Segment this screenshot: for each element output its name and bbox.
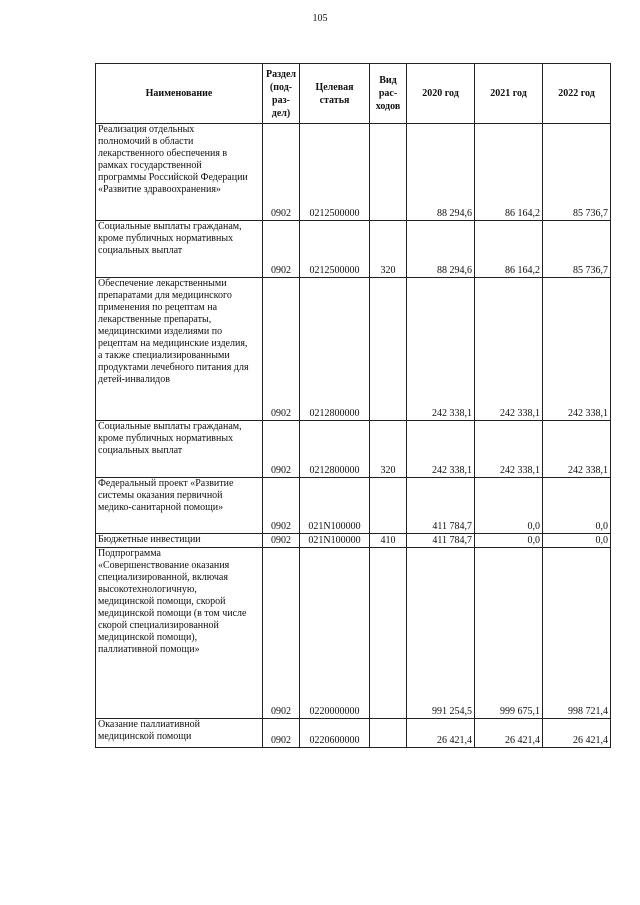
row-name [96,421,263,478]
row-name-line: специализированной, включая [98,572,228,583]
row-expense [370,548,407,719]
row-2020: 88 294,6 [407,221,475,278]
table-row [96,421,611,478]
header-section-line: дел) [271,107,291,119]
row-name-line: кроме публичных нормативных [98,233,234,244]
table-row [96,278,611,421]
header-section-line: Раздел [265,68,297,80]
row-name-line: социальных выплат [98,445,183,456]
row-target: 0220000000 [300,548,370,719]
row-2021: 242 338,1 [475,421,543,478]
table-row [96,221,611,278]
row-2022: 85 736,7 [543,124,611,221]
row-2021: 86 164,2 [475,124,543,221]
row-name [96,548,263,719]
row-name-line: кроме публичных нормативных [98,433,234,444]
row-name-line: полномочий в области [98,136,194,147]
row-name-line: Бюджетные инвестиции [98,534,201,545]
row-2022: 242 338,1 [543,278,611,421]
row-name-line: социальных выплат [98,245,183,256]
row-target: 021N100000 [300,534,370,548]
row-name-line: медицинской помощи (в том числе [98,608,247,619]
row-2021: 86 164,2 [475,221,543,278]
row-name-line: рамках государственной [98,160,202,171]
row-name-line: скорой специализированной [98,620,219,631]
row-name [96,534,263,548]
table-header-row [96,64,611,124]
row-name-line: Социальные выплаты гражданам, [98,421,242,432]
row-name-line: Подпрограмма [98,548,161,559]
table-row [96,719,611,748]
row-name-line: программы Российской Федерации [98,172,248,183]
row-2022: 26 421,4 [543,719,611,748]
row-2022: 242 338,1 [543,421,611,478]
row-name-line: рецептам на медицинские изделия, [98,338,248,349]
header-section-line: (под- [269,81,293,93]
row-name-line: медицинской помощи), [98,632,198,643]
row-section: 0902 [263,221,300,278]
row-expense: 410 [370,534,407,548]
row-section: 0902 [263,421,300,478]
row-2020: 991 254,5 [407,548,475,719]
table-row [96,478,611,534]
row-target: 0212500000 [300,221,370,278]
budget-table [95,63,611,748]
header-expense-line: Вид [379,75,397,86]
row-name-line: медицинской помощи [98,731,192,742]
table-row [96,534,611,548]
header-expense [370,64,407,124]
row-name-line: высокотехнологичную, [98,584,197,595]
row-2020: 26 421,4 [407,719,475,748]
row-name [96,278,263,421]
row-name-line: «Развитие здравоохранения» [98,184,221,195]
row-name-line: Обеспечение лекарственными [98,278,227,289]
row-expense [370,719,407,748]
row-2022: 0,0 [543,478,611,534]
row-2020: 88 294,6 [407,124,475,221]
header-expense-line: ходов [375,101,401,112]
row-name-line: Реализация отдельных [98,124,195,135]
row-name-line: продуктами лечебного питания для [98,362,249,373]
header-section [263,64,300,124]
row-name-line: Оказание паллиативной [98,719,200,730]
row-section: 0902 [263,719,300,748]
row-2021: 26 421,4 [475,719,543,748]
row-name-line: применения по рецептам на [98,302,218,313]
row-2022: 998 721,4 [543,548,611,719]
row-expense: 320 [370,421,407,478]
row-name-line: системы оказания первичной [98,490,223,501]
header-target-line: статья [319,94,350,106]
row-2021: 0,0 [475,534,543,548]
row-name-line: детей-инвалидов [98,374,170,385]
row-name [96,478,263,534]
row-name-line: медицинской помощи, скорой [98,596,226,607]
row-section: 0902 [263,278,300,421]
row-2020: 411 784,7 [407,478,475,534]
row-name-line: медико-санитарной помощи» [98,502,224,513]
row-section: 0902 [263,478,300,534]
row-expense [370,278,407,421]
header-2022: 2022 год [543,64,611,124]
row-2020: 242 338,1 [407,421,475,478]
row-2022: 0,0 [543,534,611,548]
row-2022: 85 736,7 [543,221,611,278]
row-name [96,124,263,221]
header-2020: 2020 год [407,64,475,124]
row-2021: 999 675,1 [475,548,543,719]
row-section: 0902 [263,548,300,719]
row-name-line: Федеральный проект «Развитие [98,478,234,489]
table-row [96,124,611,221]
row-expense: 320 [370,221,407,278]
row-expense [370,478,407,534]
row-target: 0220600000 [300,719,370,748]
row-target: 0212800000 [300,421,370,478]
row-name [96,221,263,278]
row-name-line: лекарственного обеспечения в [98,148,228,159]
row-expense [370,124,407,221]
row-name-line: «Совершенствование оказания [98,560,230,571]
row-section: 0902 [263,534,300,548]
row-target: 0212800000 [300,278,370,421]
row-target: 0212500000 [300,124,370,221]
header-expense-line: рас- [378,88,398,99]
row-name-line: Социальные выплаты гражданам, [98,221,242,232]
row-name-line: а также специализированными [98,350,230,361]
header-target [300,64,370,124]
row-2021: 242 338,1 [475,278,543,421]
row-2020: 242 338,1 [407,278,475,421]
header-target-line: Целевая [315,81,354,93]
row-name-line: медицинскими изделиями по [98,326,223,337]
row-target: 021N100000 [300,478,370,534]
header-name: Наименование [96,64,263,124]
row-name [96,719,263,748]
row-name-line: паллиативной помощи» [98,644,200,655]
row-2021: 0,0 [475,478,543,534]
row-name-line: препаратами для медицинского [98,290,232,301]
row-section: 0902 [263,124,300,221]
table-row [96,548,611,719]
row-2020: 411 784,7 [407,534,475,548]
header-2021: 2021 год [475,64,543,124]
page-number: 105 [312,13,328,24]
row-name-line: лекарственные препараты, [98,314,212,325]
header-section-line: раз- [272,94,290,106]
